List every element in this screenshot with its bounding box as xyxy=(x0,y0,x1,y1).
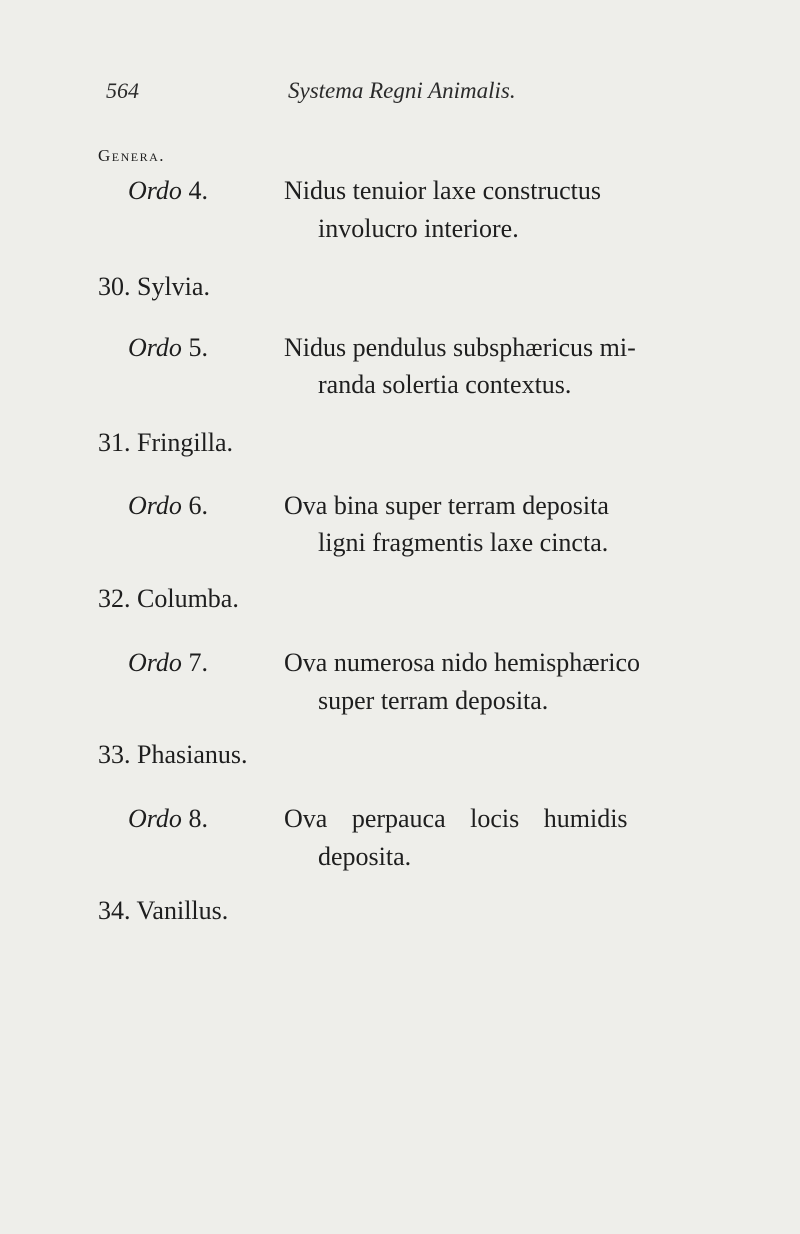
ordo-description-line-2: involucro interiore. xyxy=(318,214,519,243)
ordo-number: 4. xyxy=(188,176,208,205)
ordo-description-line-1: Ova bina super terram deposita xyxy=(284,491,609,520)
ordo-description-line-2: ligni fragmentis laxe cincta. xyxy=(318,528,609,557)
genus-entry: 32. Columba. xyxy=(98,584,239,613)
ordo-number: 7. xyxy=(188,648,208,677)
genus-entry: 33. Phasianus. xyxy=(98,740,248,769)
ordo-label xyxy=(128,804,208,834)
ordo-label xyxy=(128,491,208,521)
genera-heading: Genera. xyxy=(98,146,166,165)
ordo-description-line-1: Nidus pendulus subsphæricus mi- xyxy=(284,333,636,362)
genus-entry: 31. Fringilla. xyxy=(98,428,234,457)
ordo-label xyxy=(128,176,208,206)
genus-entry: 30. Sylvia. xyxy=(98,272,210,301)
ordo-number: 5. xyxy=(188,333,208,362)
ordo-description-line-2: deposita. xyxy=(318,842,412,871)
ordo-label xyxy=(128,333,208,363)
ordo-label xyxy=(128,648,208,678)
genus-entry: 34. Vanillus. xyxy=(98,896,229,925)
ordo-number: 6. xyxy=(188,491,208,520)
ordo-word: Ordo xyxy=(128,804,182,833)
ordo-word: Ordo xyxy=(128,333,182,362)
ordo-number: 8. xyxy=(188,804,208,833)
running-header xyxy=(0,78,800,118)
ordo-word: Ordo xyxy=(128,648,182,677)
ordo-description-line-1: Ova numerosa nido hemisphærico xyxy=(284,648,640,677)
running-title: Systema Regni Animalis. xyxy=(288,78,516,103)
ordo-word: Ordo xyxy=(128,491,182,520)
ordo-description-line-1: Ova perpauca locis humidis xyxy=(284,804,628,833)
ordo-description-line-2: randa solertia contextus. xyxy=(318,370,572,399)
ordo-description-line-1: Nidus tenuior laxe constructus xyxy=(284,176,601,205)
ordo-word: Ordo xyxy=(128,176,182,205)
page-number: 564 xyxy=(106,78,139,103)
ordo-description-line-2: super terram deposita. xyxy=(318,686,549,715)
